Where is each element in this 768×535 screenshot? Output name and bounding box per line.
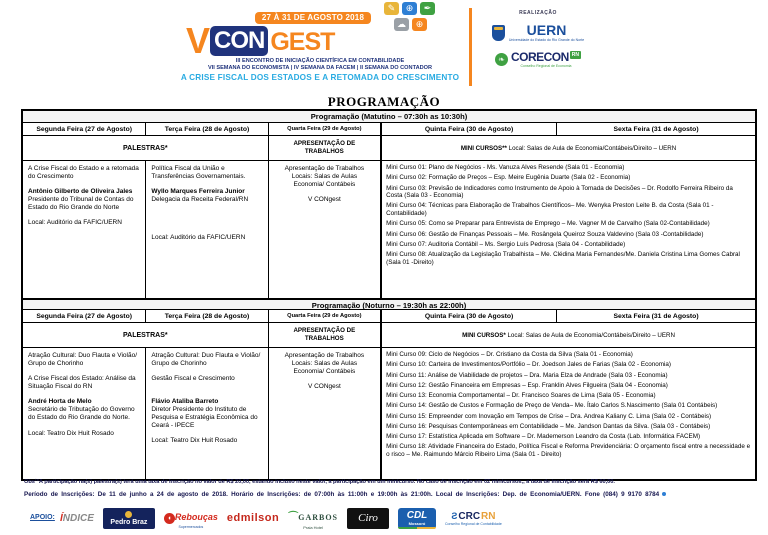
reboucas-subtext: Supermercados [178,525,204,529]
track-minicursos [380,323,755,347]
crc-swoosh-icon: Ƨ [451,511,458,521]
day-header-sexta: Sexta Feira (31 de Agosto) [556,310,755,322]
minicurso-item: Mini Curso 09: Ciclo de Negócios – Dr. Cristiano da Costa da Silva (Sala 01 - Economia) [386,351,633,358]
palestra-line: A Crise Fiscal dos Estado: Análise da Situação Fiscal do RN [28,375,136,391]
cell-terca-matutino [145,161,267,298]
minicurso-item: Mini Curso 01: Plano de Negócios - Ms. Vanuza Alves Resende (Sala 01 - Economia) [386,164,625,171]
palestra-line [151,211,262,218]
banner-subtitle-2: VII SEMANA DO ECONOMISTA | IV SEMANA DA FACEM | II SEMANA DO CONTADOR [207,65,433,71]
crc-text: CRC [458,510,481,522]
palestra-line [28,422,140,429]
minicurso-item: Mini Curso 16: Pesquisas Contemporâneas em Contabilidade – Me. Jandson Dantas da Silva. (Sala 03 - Contábeis) [386,422,711,430]
reboucas-swoosh-icon: ◖ [164,513,175,524]
cell-quarta-noturno [268,348,380,479]
minicurso-item: Mini Curso 04: Técnicas para Elaboração de Trabalhos Científicos– Me. Wenyka Preston Leite B. da Costa (Sala 01 - Contabilidade) [386,202,714,218]
sponsor-logo-ciro [347,508,389,529]
cell-segunda-noturno [23,348,145,479]
palestra-line: André Horta de Melo [28,398,92,406]
minicurso-item: Mini Curso 12: Gestão Financeira em Empresas – Esp. Franklin Alves Filgueira (Sala 04 - Economia) [386,381,668,389]
corecon-logo [483,51,593,68]
sponsor-logo-cdl [398,508,436,529]
track-apresentacao: APRESENTAÇÃO DE TRABALHOS [268,323,380,347]
program-table [21,109,757,481]
day-header-row-matutino [23,123,755,136]
track-minicursos-location: Local: Salas de Aula de Economia/Contábeis/Direito – UERN [505,331,675,339]
minicurso-item: Mini Curso 10: Carteira de Investimentos/Portfólio – Dr. Joedson Jales de Farias (Sala 02 - Economia) [386,361,671,369]
cell-quarta-matutino [268,161,380,298]
sponsor-logo-edmilson [227,512,279,524]
apresentacao-line: Apresentação de Trabalhos [284,352,365,359]
obs-note: Obs¹*A participação na(s) palestra(s) terá uma taxa de Inscrição no valor de R$ 20,00, estando incluso neste valor, a participação em um minicurso. No caso de inscrição em 02 minicursos,, a taxa de inscrição será R$ 60,00. [24,479,615,485]
indice-text: NDICE [62,512,94,524]
palestra-line: Delegacia da Receita Federal/RN [151,196,249,204]
pedro-braz-text: Pedro Braz [110,518,148,526]
minicurso-item: Mini Curso 05: Como se Preparar para Entrevista de Emprego – Me. Vagner M de Carvalho (Sala 02-Contabilidade) [386,220,710,228]
garbos-text: GARBOS [298,512,339,522]
day-header-sexta: Sexta Feira (31 de Agosto) [556,123,755,135]
uern-logo [483,23,593,42]
congest-logo [186,20,335,61]
palestra-line [28,181,140,188]
day-header-quarta: Quarta Feira (29 de Agosto) [268,123,380,135]
palestra-line [151,383,262,390]
minicurso-item: Mini Curso 11: Análise de Viabilidade de projetos – Dra. Maria Elza de Andrade (Sala 03 - Economia) [386,371,668,379]
palestra-line [151,368,262,375]
apresentacao-line: Locais: Salas de Aulas [291,359,358,367]
reboucas-text: Rebouças [174,512,218,522]
edmilson-text: edmilson [226,512,280,524]
garbos-subtext: Praia Hotel [303,524,324,530]
inscricoes-note [24,491,764,498]
track-palestras: PALESTRAS* [122,331,168,339]
logo-con-box: CON [210,26,268,56]
track-minicursos-title: MINI CURSOS* [462,331,506,339]
track-row-noturno [23,323,755,348]
ciro-text: Ciro [358,512,378,524]
cell-terca-noturno [145,348,267,479]
palestra-line: Wyllo Marques Ferreira Junior [151,188,245,196]
apresentacao-line: Economia/ Contábeis [293,180,356,188]
paintbrush-bubble-icon: ✎ [384,2,399,15]
indice-accent: Í [60,512,63,524]
crc-rn-text: RN [481,510,496,522]
sponsor-logos [60,505,502,531]
globe-bubble-icon: ⊕ [412,18,427,31]
minicurso-item: Mini Curso 18: Atividade Financeira do Estado, Política Fiscal e Reforma Previdenciária: O orçamento fiscal entre a necessidade e o risco – Me. Raimundo Márcio Ribeiro Lima (Sala 01 - Direito) [386,443,751,459]
palestra-line: Presidente do Tribunal de Contas do Estado do Rio Grande do Norte [28,196,134,212]
sponsor-logo-garbos [288,507,338,530]
minicurso-item: Mini Curso 03: Previsão de Indicadores como Instrumento de Apoio à Tomada de Decisões – Dr. Rodolfo Ferreira Ribeiro da Costa (Sala 03 - Economia) [386,184,733,200]
palestra-line: Política Fiscal da União e Transferências Governamentais. [151,165,246,180]
uern-wordmark: UERN [526,22,567,38]
palestra-line: Antônio Gilberto de Oliveira Jales [28,188,133,196]
palestra-line: Local: Auditório da FAFIC/UERN [28,219,122,227]
day-header-row-noturno [23,310,755,323]
session-header-matutino: Programação (Matutino – 07:30h as 10:30h) [23,111,755,123]
body-row-matutino [23,161,755,298]
corecon-wordmark: CORECON [510,50,569,64]
corecon-subtext: Conselho Regional de Economia [520,64,572,68]
apresentacao-line: Locais: Salas de Aulas [291,172,358,180]
feather-bubble-icon: ✒ [420,2,435,15]
minicursos-list-matutino [380,161,755,298]
palestra-line: Diretor Presidente do Instituto de Pesquisa e Estratégia Econômica do Ceará - IPECE [151,405,258,429]
track-minicursos-location: Local: Salas de Aula de Economia/Contábeis/Direito – UERN [506,144,677,152]
sponsor-logo-reboucas [164,507,218,529]
track-palestras: PALESTRAS* [122,144,168,152]
palestra-line: Local: Teatro Dix Huit Rosado [151,437,238,445]
crc-subtext: Conselho Regional de Contabilidade [445,521,502,526]
palestra-line [151,226,262,233]
palestra-line [28,212,140,219]
palestra-line [151,204,262,211]
day-header-terca: Terça Feira (28 de Agosto) [145,123,267,135]
session-header-noturno: Programação (Noturno – 19:30h as 22:00h) [23,298,755,310]
palestra-line: Local: Auditório da FAFIC/UERN [151,233,246,241]
minicurso-item: Mini Curso 08: Atualização da Legislação Trabalhista – Me. Clédina Maria Fernandes/Me. Daniela Cristina Lima Gomes Cabral (Sala 01 -Direito) [386,251,740,266]
track-apresentacao: APRESENTAÇÃO DE TRABALHOS [268,136,380,160]
logo-gest: GEST [270,28,335,56]
phone-dot-icon [662,492,666,496]
minicurso-item: Mini Curso 17: Estatística Aplicada em Software – Dr. Mademerson Leandro da Costa (Lab. Informática FACEM) [386,433,701,441]
apresentacao-line: V CONgest [307,196,341,204]
day-header-quarta: Quarta Feira (29 de Agosto) [268,310,380,322]
palestra-line: Flávio Ataliba Barreto [151,397,219,405]
day-header-segunda: Segunda Feira (27 de Agosto) [36,313,132,320]
minicurso-item: Mini Curso 15: Empreender com Inovação em Tempos de Crise – Dra. Andrea Kaliany C. Lima (Sala 02 - Contábeis) [386,412,712,420]
apresentacao-line: Economia/ Contábeis [293,367,356,375]
apresentacao-line [274,189,375,196]
palestra-line: Secretário de Tributação do Governo do Estado do Rio Grande do Norte. [28,406,135,422]
palestra-line [151,430,262,437]
realizacao-block [483,10,593,68]
palestra-line [151,219,262,226]
apresentacao-line: Apresentação de Trabalhos [284,165,365,172]
minicurso-item: Mini Curso 06: Gestão de Finanças Pessoais – Me. Rosângela Queiroz Souza Valdevino (Sala 03 -Contabilidade) [386,230,704,238]
banner-theme: A CRISE FISCAL DOS ESTADOS E A RETOMADA DO CRESCIMENTO [180,73,460,82]
cell-segunda-matutino [23,161,145,298]
track-minicursos-title: MINI CURSOS** [460,144,507,152]
cloud-bubble-icon: ☁ [394,18,409,31]
apresentacao-line: V CONgest [307,383,341,391]
uern-subtext: Universidade do Estado do Rio Grande do Norte [508,38,585,42]
palestra-line: Gestão Fiscal e Crescimento [151,375,235,383]
palestra-line: Atração Cultural: Duo Flauta e Violão/ Grupo de Chorinho [151,352,261,367]
banner-subtitle-1: III ENCONTRO DE INICIAÇÃO CIENTÍFICA EM CONTABILIDADE [235,58,405,64]
speech-bubbles [365,2,435,31]
day-header-quinta: Quinta Feira (30 de Agosto) [380,123,556,135]
realizacao-label: REALIZAÇÃO [519,10,557,16]
day-header-terca: Terça Feira (28 de Agosto) [145,310,267,322]
minicurso-item: Mini Curso 02: Formação de Preços – Esp. Meire Eugênia Duarte (Sala 02 - Economia) [386,174,631,182]
track-minicursos [380,136,755,160]
map-bubble-icon: ⊕ [402,2,417,15]
garbos-g-icon: ⌒ [288,511,299,523]
track-row-matutino [23,136,755,161]
minicurso-item: Mini Curso 07: Auditoria Contábil – Ms. Sergio Luís Pedrosa (Sala 04 - Contabilidade) [386,240,626,248]
palestra-line: Atração Cultural: Duo Flauta e Violão/ Grupo de Chorinho [28,352,137,367]
minicurso-item: Mini Curso 13: Economia Comportamental – Dr. Francisco Soares de Lima (Sala 05 - Economia) [386,392,656,400]
sponsor-logo-indice [60,513,94,524]
body-row-noturno [23,348,755,479]
cdl-text: CDL [406,510,428,521]
banner [0,0,768,95]
palestra-line [151,181,262,188]
palestra-line [151,391,262,398]
pedro-braz-emblem-icon [125,511,132,518]
sponsor-logo-crcrn [445,511,502,526]
date-badge: 27 À 31 DE AGOSTO 2018 [255,12,371,24]
corecon-globe-icon: ❧ [495,53,508,66]
cdl-subtext: Mossoró [408,521,426,526]
palestra-line [28,391,140,398]
page-title: PROGRAMAÇÃO [327,94,441,109]
day-header-segunda: Segunda Feira (27 de Agosto) [36,126,132,133]
corecon-rn-badge: RN [571,52,580,58]
sponsor-logo-pedro-braz [103,508,155,529]
minicurso-item: Mini Curso 14: Gestão de Custos e Formação de Preço de Venda– Me. Ítalo Carlos S.Nascimento (Sala 01 Contábeis) [386,402,718,410]
banner-divider [469,8,472,86]
minicursos-list-noturno [380,348,755,479]
logo-v: V [186,20,209,61]
inscricoes-text: Período de Inscrições: De 11 de junho a 24 de agosto de 2018. Horário de Inscrições: de 07:00h às 11:00h e 19:00h às 21:00h. Local de Inscrições: Dep. de Economia/UERN. Fone (084) 9 9170 8784 [24,491,660,498]
palestra-line: Local: Teatro Dix Huit Rosado [28,429,114,437]
apresentacao-line [274,376,375,383]
palestra-line [28,368,140,375]
uern-shield-icon [492,25,505,41]
palestra-line: A Crise Fiscal do Estado e a retomada do Crescimento [28,165,139,180]
apoio-label: APOIO: [30,514,55,521]
day-header-quinta: Quinta Feira (30 de Agosto) [380,310,556,322]
